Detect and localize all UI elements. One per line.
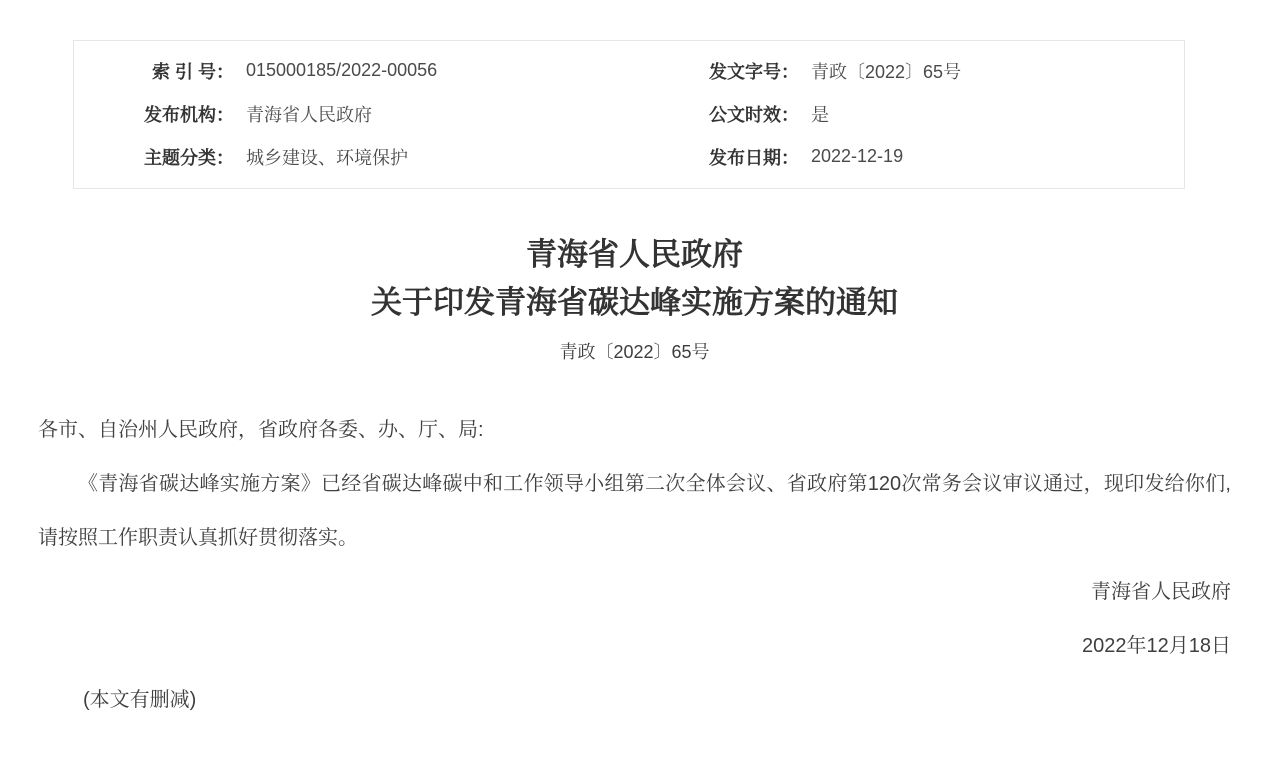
document-title-line2: 关于印发青海省碳达峰实施方案的通知 [371,285,898,320]
meta-row-index-number [74,49,629,92]
document-header [0,231,1269,365]
meta-row-validity [629,92,1184,135]
meta-column-right [629,49,1184,178]
document-number-value: 青政〔2022〕65号 [811,61,962,82]
index-number-value: 015000185/2022-00056 [246,60,438,80]
validity-label: 公文时效： [709,104,799,125]
document-title-line1: 青海省人民政府 [526,237,743,272]
document-body [38,403,1231,727]
signature-date: 2022年12月18日 [1082,635,1231,657]
redaction-note: (本文有删减) [83,689,197,711]
salutation-line: 各市、自治州人民政府，省政府各委、办、厅、局: [38,419,484,441]
issuing-agency-value: 青海省人民政府 [246,104,372,125]
issuing-agency-label: 发布机构： [144,104,234,125]
publish-date-label: 发布日期： [709,147,799,168]
validity-value: 是 [811,104,829,125]
publish-date-value: 2022-12-19 [811,146,904,166]
meta-row-topic-category [74,135,629,178]
index-number-label: 索 引 号： [151,61,234,82]
topic-category-value: 城乡建设、环境保护 [246,147,408,168]
signature-organization: 青海省人民政府 [1091,581,1231,603]
meta-column-left [74,49,629,178]
document-meta-table [73,40,1185,189]
meta-row-publish-date [629,135,1184,178]
document-reference-number: 青政〔2022〕65号 [559,342,710,362]
topic-category-label: 主题分类： [144,147,234,168]
document-number-label: 发文字号： [709,61,799,82]
body-paragraph: 《青海省碳达峰实施方案》已经省碳达峰碳中和工作领导小组第二次全体会议、省政府第120次常务会议审议通过，现印发给你们,请按照工作职责认真抓好贯彻落实。 [38,473,1231,549]
meta-row-document-number [629,49,1184,92]
meta-row-issuing-agency [74,92,629,135]
